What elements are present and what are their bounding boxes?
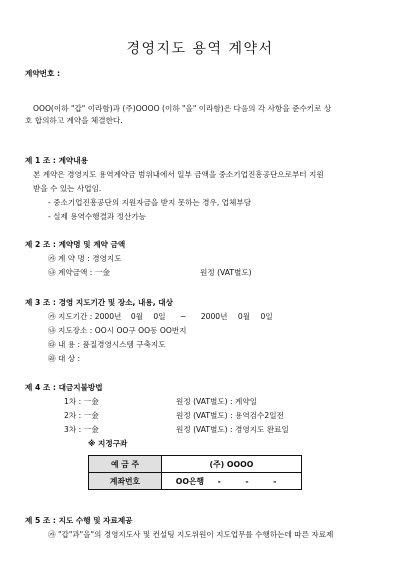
payment-2-unit: 원정 (VAT별도) : 용역검수2일전 <box>176 411 284 420</box>
payment-3-label: 3차 : 一金 <box>64 425 99 434</box>
period-separator: ~ <box>180 312 187 321</box>
account-holder-row <box>89 456 302 473</box>
intro-line-1: OOO(이하 "갑" 이라함)과 (주)OOOO (이하 "을" 이라함)은 다음의 각 사항을 준수키로 상 <box>33 104 332 113</box>
article-1-bullet-1: - 중소기업진흥공단의 지원자금을 받지 못하는 경우, 업체부담 <box>48 198 252 207</box>
payment-2-label: 2차 : 一金 <box>64 411 99 420</box>
article-1-heading: 제 1 조 : 계약내용 <box>25 156 88 165</box>
payment-1-unit: 원정 (VAT별도) : 계약일 <box>176 397 258 406</box>
period-end-month: 0월 <box>237 312 251 321</box>
account-dash-2: - <box>245 476 249 486</box>
article-5-body-line-1: ㉮ "갑"과"을"의 경영지도사 및 컨설팅 지도위원이 지도업무를 수행하는데 따른 자료제 <box>48 530 334 539</box>
article-5-heading: 제 5 조 : 지도 수행 및 자료제공 <box>25 516 133 525</box>
payment-3-unit: 원정 (VAT별도) : 경영지도 완료일 <box>176 425 289 434</box>
account-number-row <box>89 473 302 490</box>
guidance-place-line: ㉯ 지도장소 : OO시 OO구 OO동 OO번지 <box>48 326 187 335</box>
intro-line-2: 호 합의하고 계약을 체결한다. <box>25 116 123 125</box>
period-start-month: 0월 <box>130 312 143 321</box>
article-2-heading: 제 2 조 : 계약명 및 계약 금액 <box>25 240 126 249</box>
account-dash-1: - <box>217 476 221 486</box>
article-1-bullet-2: - 실제 용역수행결과 정산가능 <box>48 212 147 221</box>
account-holder-label: 예 금 주 <box>89 456 162 473</box>
article-4-heading: 제 4 조 : 대금지불방법 <box>25 383 103 392</box>
period-end-day: 0일 <box>260 312 273 321</box>
contract-amount-unit: 원정 (VAT별도) <box>200 268 252 277</box>
guidance-period-label: ㉮ 지도기간 : 2000년 <box>48 312 122 321</box>
contract-amount-label: ㉯ 계약금액 : 一金 <box>48 268 110 277</box>
article-3-heading: 제 3 조 : 경영 지도기간 및 장소, 내용, 대상 <box>25 298 173 307</box>
account-number-label: 계좌번호 <box>89 473 162 490</box>
article-1-body-line-2: 받을 수 있는 사업임. <box>33 184 102 193</box>
period-end-year: 2000년 <box>200 312 228 321</box>
account-number-value <box>162 473 302 490</box>
guidance-period-line <box>48 312 273 322</box>
document-title: 경영지도 용역 계약서 <box>126 41 274 57</box>
contract-number-label: 계약번호 : <box>25 69 61 78</box>
bank-name: OO은행 <box>175 476 205 486</box>
article-1-body-line-1: 본 계약은 경영지도 용역계약금 범위내에서 일부 금액을 중소기업진흥공단으로부터 지원 <box>33 170 324 179</box>
account-dash-3: - <box>273 476 277 486</box>
guidance-content-line: ㉰ 내 용 : 품질경영시스템 구축지도 <box>48 340 166 349</box>
guidance-target-line: ㉱ 대 상 : <box>48 354 81 363</box>
bank-account-table <box>88 455 302 490</box>
account-holder-value: (주) OOOO <box>162 456 302 473</box>
account-title: ※ 지정구좌 <box>88 439 128 448</box>
contract-name-line: ㉮ 계 약 명 : 경영지도 <box>48 254 122 263</box>
payment-1-label: 1차 : 一金 <box>64 397 99 406</box>
period-start-day: 0일 <box>153 312 166 321</box>
